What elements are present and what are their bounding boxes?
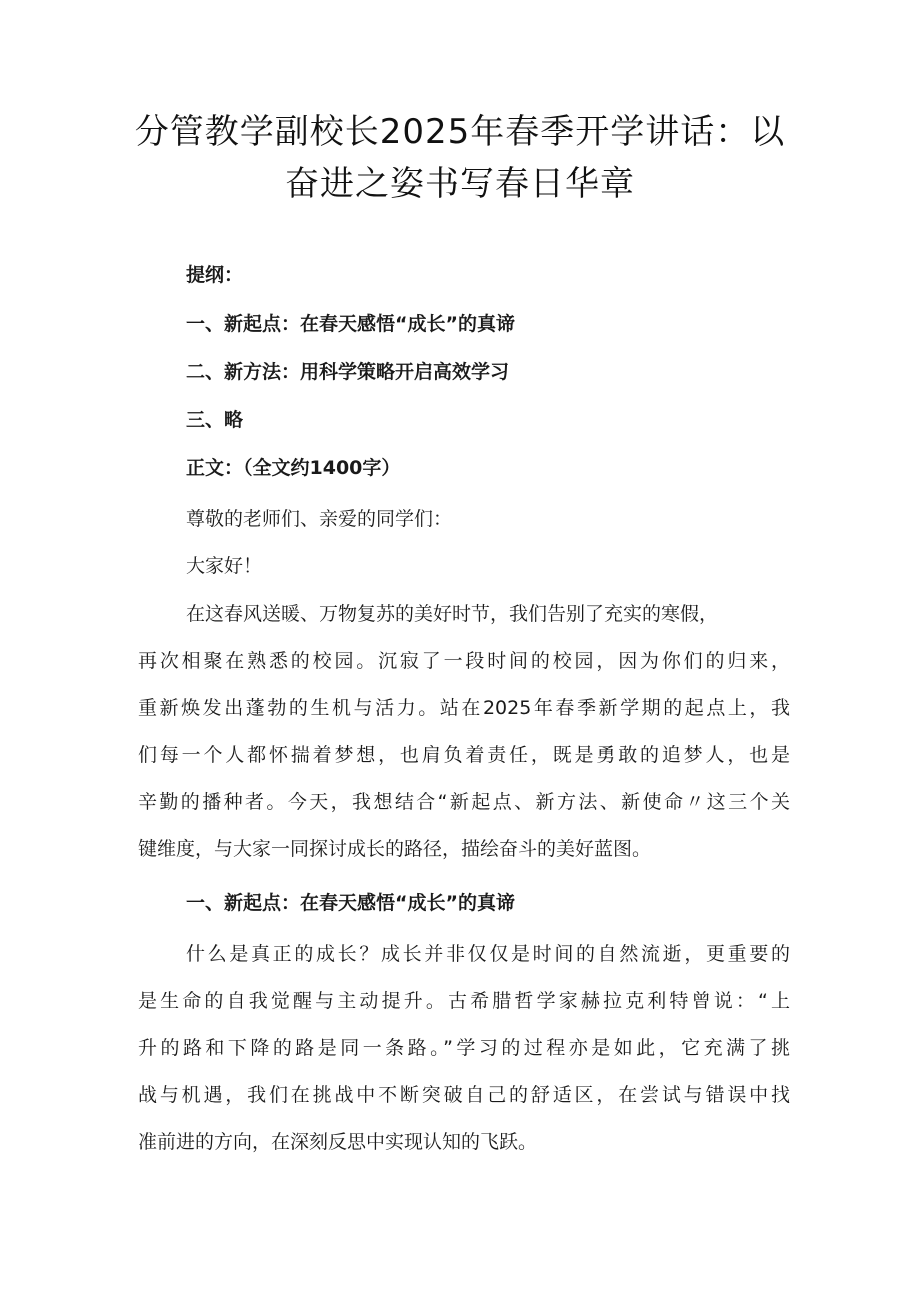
paragraph-2-line-2: 是生命的自我觉醒与主动提升。古希腊哲学家赫拉克利特曾说：“上 [138, 990, 790, 1012]
section-1-heading: 一、新起点：在春天感悟“成长”的真谛 [186, 892, 515, 914]
hello: 大家好！ [186, 555, 263, 577]
document-title-line-1: 分管教学副校长2025年春季开学讲话：以 [134, 112, 786, 152]
greeting: 尊敬的老师们、亲爱的同学们： [186, 508, 453, 530]
outline-item-3: 三、略 [186, 409, 244, 431]
paragraph-2-line-3: 升的路和下降的路是同一条路。”学习的过程亦是如此，它充满了挑 [138, 1037, 790, 1059]
body-label: 正文：（全文约1400字） [186, 457, 401, 479]
paragraph-1-line-6: 键维度，与大家一同探讨成长的路径，描绘奋斗的美好蓝图。 [138, 838, 652, 860]
paragraph-1-line-2: 再次相聚在熟悉的校园。沉寂了一段时间的校园，因为你们的归来， [138, 650, 790, 672]
document-title-line-2: 奋进之姿书写春日华章 [285, 164, 635, 204]
outline-item-1: 一、新起点：在春天感悟“成长”的真谛 [186, 313, 515, 335]
paragraph-2-line-5: 准前进的方向，在深刻反思中实现认知的飞跃。 [138, 1131, 538, 1153]
paragraph-1-line-5: 辛勤的播种者。今天，我想结合“新起点、新方法、新使命〃这三个关 [138, 791, 790, 813]
outline-item-2: 二、新方法：用科学策略开启高效学习 [186, 361, 510, 383]
paragraph-2-line-1: 什么是真正的成长？成长并非仅仅是时间的自然流逝，更重要的 [186, 943, 790, 965]
outline-label: 提纲： [186, 264, 244, 286]
paragraph-2-line-4: 战与机遇，我们在挑战中不断突破自己的舒适区，在尝试与错误中找 [138, 1084, 790, 1106]
paragraph-1-line-4: 们每一个人都怀揣着梦想，也肩负着责任，既是勇敢的追梦人，也是 [138, 744, 790, 766]
paragraph-1-line-3: 重新焕发出蓬勃的生机与活力。站在2025年春季新学期的起点上，我 [138, 697, 790, 719]
paragraph-1-line-1: 在这春风送暖、万物复苏的美好时节，我们告别了充实的寒假， [186, 603, 719, 625]
